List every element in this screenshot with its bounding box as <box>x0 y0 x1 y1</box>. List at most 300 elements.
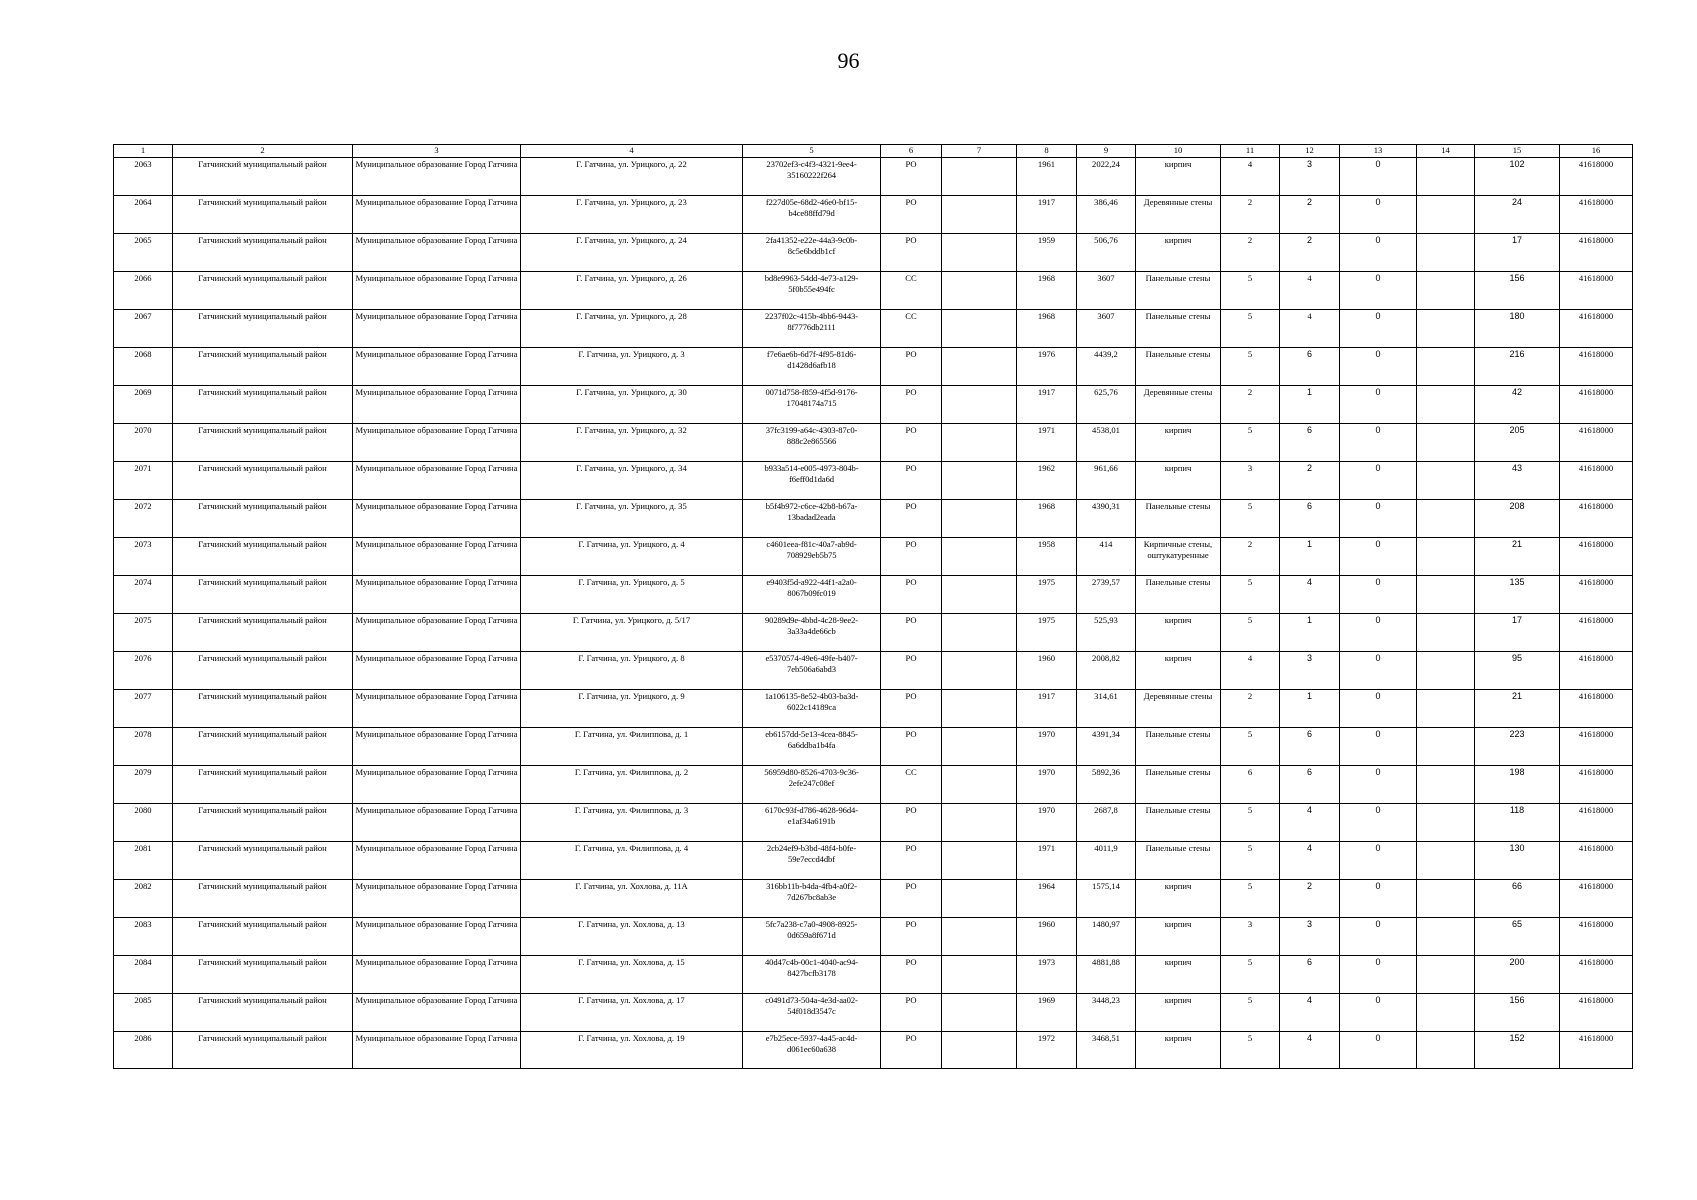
zero-count-cell: 0 <box>1340 272 1417 310</box>
address-cell: Г. Гатчина, ул. Хохлова, д. 11А <box>521 880 743 918</box>
building-uuid-cell: f7e6ae6b-6d7f-4f95-81d6-d1428d6afb18 <box>743 348 881 386</box>
empty-cell <box>1417 348 1475 386</box>
oktmo-code-cell: 41618000 <box>1560 956 1633 994</box>
residents-cell: 24 <box>1475 196 1560 234</box>
column-header: 14 <box>1417 145 1475 158</box>
record-number: 2079 <box>114 766 173 804</box>
address-cell: Г. Гатчина, ул. Хохлова, д. 17 <box>521 994 743 1032</box>
table-row <box>114 728 1633 766</box>
residents-cell: 156 <box>1475 994 1560 1032</box>
building-uuid-cell: 2cb24ef9-b3bd-48f4-b0fe-59e7eccd4dbf <box>743 842 881 880</box>
address-cell: Г. Гатчина, ул. Урицкого, д. 22 <box>521 158 743 196</box>
year-built-cell: 1976 <box>1017 348 1077 386</box>
floors-cell: 4 <box>1221 652 1280 690</box>
district-cell: Гатчинский муниципальный район <box>173 538 353 576</box>
table-row <box>114 196 1633 234</box>
program-code-cell: РО <box>881 386 942 424</box>
program-code-cell: СС <box>881 272 942 310</box>
district-cell: Гатчинский муниципальный район <box>173 158 353 196</box>
oktmo-code-cell: 41618000 <box>1560 804 1633 842</box>
area-cell: 4011,9 <box>1077 842 1136 880</box>
floors-cell: 5 <box>1221 348 1280 386</box>
table-body <box>114 158 1633 1069</box>
building-uuid-cell: 6170c93f-d786-4628-96d4-e1af34a6191b <box>743 804 881 842</box>
year-built-cell: 1973 <box>1017 956 1077 994</box>
entrances-cell: 3 <box>1280 918 1340 956</box>
oktmo-code-cell: 41618000 <box>1560 310 1633 348</box>
area-cell: 3607 <box>1077 272 1136 310</box>
floors-cell: 5 <box>1221 614 1280 652</box>
area-cell: 4538,01 <box>1077 424 1136 462</box>
empty-cell <box>1417 918 1475 956</box>
area-cell: 2008,82 <box>1077 652 1136 690</box>
floors-cell: 2 <box>1221 690 1280 728</box>
column-header: 12 <box>1280 145 1340 158</box>
year-built-cell: 1917 <box>1017 690 1077 728</box>
area-cell: 2022,24 <box>1077 158 1136 196</box>
year-built-cell: 1975 <box>1017 576 1077 614</box>
program-code-cell: РО <box>881 576 942 614</box>
residents-cell: 200 <box>1475 956 1560 994</box>
floors-cell: 5 <box>1221 956 1280 994</box>
district-cell: Гатчинский муниципальный район <box>173 690 353 728</box>
table-row <box>114 1032 1633 1069</box>
oktmo-code-cell: 41618000 <box>1560 538 1633 576</box>
address-cell: Г. Гатчина, ул. Урицкого, д. 23 <box>521 196 743 234</box>
zero-count-cell: 0 <box>1340 538 1417 576</box>
table-row <box>114 386 1633 424</box>
floors-cell: 5 <box>1221 576 1280 614</box>
residents-cell: 95 <box>1475 652 1560 690</box>
zero-count-cell: 0 <box>1340 690 1417 728</box>
year-built-cell: 1958 <box>1017 538 1077 576</box>
table-header <box>114 145 1633 158</box>
program-code-cell: РО <box>881 500 942 538</box>
year-built-cell: 1962 <box>1017 462 1077 500</box>
building-uuid-cell: b933a514-e005-4973-804b-f6eff0d1da6d <box>743 462 881 500</box>
empty-cell <box>942 424 1017 462</box>
table-row <box>114 462 1633 500</box>
oktmo-code-cell: 41618000 <box>1560 500 1633 538</box>
table-row <box>114 804 1633 842</box>
area-cell: 386,46 <box>1077 196 1136 234</box>
zero-count-cell: 0 <box>1340 500 1417 538</box>
zero-count-cell: 0 <box>1340 158 1417 196</box>
entrances-cell: 1 <box>1280 538 1340 576</box>
year-built-cell: 1968 <box>1017 272 1077 310</box>
column-header: 11 <box>1221 145 1280 158</box>
floors-cell: 5 <box>1221 500 1280 538</box>
empty-cell <box>942 310 1017 348</box>
wall-material-cell: Панельные стены <box>1136 348 1221 386</box>
residents-cell: 152 <box>1475 1032 1560 1069</box>
program-code-cell: СС <box>881 766 942 804</box>
oktmo-code-cell: 41618000 <box>1560 576 1633 614</box>
residents-cell: 130 <box>1475 842 1560 880</box>
oktmo-code-cell: 41618000 <box>1560 880 1633 918</box>
zero-count-cell: 0 <box>1340 804 1417 842</box>
building-uuid-cell: 56959d80-8526-4703-9c36-2efe247c08ef <box>743 766 881 804</box>
oktmo-code-cell: 41618000 <box>1560 272 1633 310</box>
municipality-cell: Муниципальное образование Город Гатчина <box>353 348 521 386</box>
table-row <box>114 956 1633 994</box>
record-number: 2071 <box>114 462 173 500</box>
program-code-cell: РО <box>881 462 942 500</box>
building-uuid-cell: 1a106135-8e52-4b03-ba3d-6022c14189ca <box>743 690 881 728</box>
residents-cell: 17 <box>1475 614 1560 652</box>
entrances-cell: 1 <box>1280 614 1340 652</box>
floors-cell: 3 <box>1221 462 1280 500</box>
column-header: 10 <box>1136 145 1221 158</box>
entrances-cell: 2 <box>1280 196 1340 234</box>
empty-cell <box>1417 386 1475 424</box>
oktmo-code-cell: 41618000 <box>1560 728 1633 766</box>
program-code-cell: РО <box>881 842 942 880</box>
district-cell: Гатчинский муниципальный район <box>173 918 353 956</box>
area-cell: 1575,14 <box>1077 880 1136 918</box>
zero-count-cell: 0 <box>1340 196 1417 234</box>
year-built-cell: 1968 <box>1017 500 1077 538</box>
entrances-cell: 3 <box>1280 158 1340 196</box>
year-built-cell: 1968 <box>1017 310 1077 348</box>
empty-cell <box>1417 310 1475 348</box>
floors-cell: 6 <box>1221 766 1280 804</box>
column-header: 9 <box>1077 145 1136 158</box>
residents-cell: 42 <box>1475 386 1560 424</box>
building-uuid-cell: 316bb11b-b4da-4fb4-a0f2-7d267bc8ab3e <box>743 880 881 918</box>
entrances-cell: 6 <box>1280 956 1340 994</box>
area-cell: 4439,2 <box>1077 348 1136 386</box>
residents-cell: 118 <box>1475 804 1560 842</box>
wall-material-cell: Деревянные стены <box>1136 196 1221 234</box>
residents-cell: 135 <box>1475 576 1560 614</box>
oktmo-code-cell: 41618000 <box>1560 652 1633 690</box>
building-uuid-cell: b5f4b972-c6ce-42b8-b67a-13badad2eada <box>743 500 881 538</box>
municipality-cell: Муниципальное образование Город Гатчина <box>353 272 521 310</box>
district-cell: Гатчинский муниципальный район <box>173 424 353 462</box>
record-number: 2067 <box>114 310 173 348</box>
building-uuid-cell: 0071d758-f859-4f5d-9176-17048174a715 <box>743 386 881 424</box>
address-cell: Г. Гатчина, ул. Урицкого, д. 28 <box>521 310 743 348</box>
wall-material-cell: Панельные стены <box>1136 766 1221 804</box>
table-row <box>114 500 1633 538</box>
district-cell: Гатчинский муниципальный район <box>173 500 353 538</box>
empty-cell <box>1417 234 1475 272</box>
wall-material-cell: кирпич <box>1136 158 1221 196</box>
address-cell: Г. Гатчина, ул. Урицкого, д. 26 <box>521 272 743 310</box>
entrances-cell: 6 <box>1280 424 1340 462</box>
column-number-row <box>114 145 1633 158</box>
building-uuid-cell: f227d05e-68d2-46e0-bf15-b4ce88ffd79d <box>743 196 881 234</box>
table-row <box>114 538 1633 576</box>
program-code-cell: РО <box>881 956 942 994</box>
table-row <box>114 348 1633 386</box>
area-cell: 5892,36 <box>1077 766 1136 804</box>
address-cell: Г. Гатчина, ул. Хохлова, д. 15 <box>521 956 743 994</box>
year-built-cell: 1917 <box>1017 386 1077 424</box>
record-number: 2083 <box>114 918 173 956</box>
year-built-cell: 1972 <box>1017 1032 1077 1069</box>
wall-material-cell: кирпич <box>1136 652 1221 690</box>
program-code-cell: РО <box>881 424 942 462</box>
building-uuid-cell: c0491d73-504a-4e3d-aa02-54f018d3547c <box>743 994 881 1032</box>
district-cell: Гатчинский муниципальный район <box>173 728 353 766</box>
building-uuid-cell: e9403f5d-a922-44f1-a2a0-8067b09fc019 <box>743 576 881 614</box>
floors-cell: 5 <box>1221 880 1280 918</box>
program-code-cell: РО <box>881 158 942 196</box>
zero-count-cell: 0 <box>1340 842 1417 880</box>
year-built-cell: 1960 <box>1017 918 1077 956</box>
empty-cell <box>942 272 1017 310</box>
district-cell: Гатчинский муниципальный район <box>173 196 353 234</box>
wall-material-cell: Кирпичные стены, оштукатуренные <box>1136 538 1221 576</box>
empty-cell <box>942 842 1017 880</box>
residents-cell: 208 <box>1475 500 1560 538</box>
record-number: 2069 <box>114 386 173 424</box>
zero-count-cell: 0 <box>1340 424 1417 462</box>
empty-cell <box>1417 272 1475 310</box>
column-header: 13 <box>1340 145 1417 158</box>
municipality-cell: Муниципальное образование Город Гатчина <box>353 500 521 538</box>
record-number: 2077 <box>114 690 173 728</box>
empty-cell <box>1417 424 1475 462</box>
residents-cell: 66 <box>1475 880 1560 918</box>
floors-cell: 2 <box>1221 196 1280 234</box>
zero-count-cell: 0 <box>1340 994 1417 1032</box>
entrances-cell: 4 <box>1280 272 1340 310</box>
oktmo-code-cell: 41618000 <box>1560 994 1633 1032</box>
column-header: 8 <box>1017 145 1077 158</box>
building-uuid-cell: 23702ef3-c4f3-4321-9ee4-35160222f264 <box>743 158 881 196</box>
column-header: 2 <box>173 145 353 158</box>
year-built-cell: 1961 <box>1017 158 1077 196</box>
table-row <box>114 424 1633 462</box>
empty-cell <box>942 728 1017 766</box>
zero-count-cell: 0 <box>1340 956 1417 994</box>
entrances-cell: 4 <box>1280 842 1340 880</box>
municipality-cell: Муниципальное образование Город Гатчина <box>353 766 521 804</box>
program-code-cell: РО <box>881 1032 942 1069</box>
entrances-cell: 2 <box>1280 234 1340 272</box>
zero-count-cell: 0 <box>1340 348 1417 386</box>
oktmo-code-cell: 41618000 <box>1560 766 1633 804</box>
residents-cell: 65 <box>1475 918 1560 956</box>
empty-cell <box>942 158 1017 196</box>
empty-cell <box>942 196 1017 234</box>
empty-cell <box>1417 462 1475 500</box>
address-cell: Г. Гатчина, ул. Урицкого, д. 35 <box>521 500 743 538</box>
empty-cell <box>942 880 1017 918</box>
record-number: 2064 <box>114 196 173 234</box>
area-cell: 3448,23 <box>1077 994 1136 1032</box>
empty-cell <box>942 652 1017 690</box>
address-cell: Г. Гатчина, ул. Урицкого, д. 5/17 <box>521 614 743 652</box>
empty-cell <box>942 956 1017 994</box>
residents-cell: 21 <box>1475 538 1560 576</box>
empty-cell <box>942 386 1017 424</box>
empty-cell <box>942 234 1017 272</box>
zero-count-cell: 0 <box>1340 728 1417 766</box>
address-cell: Г. Гатчина, ул. Урицкого, д. 3 <box>521 348 743 386</box>
program-code-cell: РО <box>881 728 942 766</box>
floors-cell: 2 <box>1221 386 1280 424</box>
wall-material-cell: Панельные стены <box>1136 804 1221 842</box>
year-built-cell: 1969 <box>1017 994 1077 1032</box>
oktmo-code-cell: 41618000 <box>1560 462 1633 500</box>
floors-cell: 5 <box>1221 424 1280 462</box>
address-cell: Г. Гатчина, ул. Хохлова, д. 19 <box>521 1032 743 1069</box>
municipality-cell: Муниципальное образование Город Гатчина <box>353 880 521 918</box>
entrances-cell: 1 <box>1280 690 1340 728</box>
empty-cell <box>1417 614 1475 652</box>
wall-material-cell: Панельные стены <box>1136 728 1221 766</box>
wall-material-cell: Панельные стены <box>1136 272 1221 310</box>
record-number: 2080 <box>114 804 173 842</box>
empty-cell <box>942 804 1017 842</box>
table-row <box>114 880 1633 918</box>
area-cell: 3468,51 <box>1077 1032 1136 1069</box>
empty-cell <box>1417 500 1475 538</box>
year-built-cell: 1917 <box>1017 196 1077 234</box>
area-cell: 414 <box>1077 538 1136 576</box>
address-cell: Г. Гатчина, ул. Хохлова, д. 13 <box>521 918 743 956</box>
area-cell: 506,76 <box>1077 234 1136 272</box>
record-number: 2078 <box>114 728 173 766</box>
wall-material-cell: Деревянные стены <box>1136 690 1221 728</box>
year-built-cell: 1971 <box>1017 842 1077 880</box>
program-code-cell: РО <box>881 614 942 652</box>
municipality-cell: Муниципальное образование Город Гатчина <box>353 576 521 614</box>
empty-cell <box>1417 538 1475 576</box>
empty-cell <box>942 766 1017 804</box>
municipality-cell: Муниципальное образование Город Гатчина <box>353 158 521 196</box>
empty-cell <box>1417 1032 1475 1069</box>
entrances-cell: 1 <box>1280 386 1340 424</box>
municipality-cell: Муниципальное образование Город Гатчина <box>353 804 521 842</box>
building-uuid-cell: eb6157dd-5e13-4cea-8845-6a6ddba1b4fa <box>743 728 881 766</box>
table-row <box>114 766 1633 804</box>
zero-count-cell: 0 <box>1340 766 1417 804</box>
entrances-cell: 4 <box>1280 310 1340 348</box>
table-row <box>114 272 1633 310</box>
entrances-cell: 6 <box>1280 348 1340 386</box>
address-cell: Г. Гатчина, ул. Урицкого, д. 34 <box>521 462 743 500</box>
year-built-cell: 1960 <box>1017 652 1077 690</box>
address-cell: Г. Гатчина, ул. Урицкого, д. 4 <box>521 538 743 576</box>
district-cell: Гатчинский муниципальный район <box>173 462 353 500</box>
record-number: 2075 <box>114 614 173 652</box>
oktmo-code-cell: 41618000 <box>1560 348 1633 386</box>
zero-count-cell: 0 <box>1340 918 1417 956</box>
table-row <box>114 234 1633 272</box>
program-code-cell: РО <box>881 880 942 918</box>
address-cell: Г. Гатчина, ул. Филиппова, д. 1 <box>521 728 743 766</box>
empty-cell <box>942 994 1017 1032</box>
municipality-cell: Муниципальное образование Город Гатчина <box>353 956 521 994</box>
entrances-cell: 3 <box>1280 652 1340 690</box>
entrances-cell: 6 <box>1280 766 1340 804</box>
district-cell: Гатчинский муниципальный район <box>173 766 353 804</box>
address-cell: Г. Гатчина, ул. Урицкого, д. 32 <box>521 424 743 462</box>
empty-cell <box>942 690 1017 728</box>
table-row <box>114 614 1633 652</box>
zero-count-cell: 0 <box>1340 310 1417 348</box>
wall-material-cell: кирпич <box>1136 880 1221 918</box>
floors-cell: 5 <box>1221 1032 1280 1069</box>
record-number: 2068 <box>114 348 173 386</box>
address-cell: Г. Гатчина, ул. Филиппова, д. 3 <box>521 804 743 842</box>
record-number: 2084 <box>114 956 173 994</box>
page-number: 96 <box>837 48 860 73</box>
record-number: 2066 <box>114 272 173 310</box>
empty-cell <box>1417 196 1475 234</box>
record-number: 2076 <box>114 652 173 690</box>
record-number: 2082 <box>114 880 173 918</box>
address-cell: Г. Гатчина, ул. Филиппова, д. 2 <box>521 766 743 804</box>
residents-cell: 156 <box>1475 272 1560 310</box>
address-cell: Г. Гатчина, ул. Урицкого, д. 8 <box>521 652 743 690</box>
district-cell: Гатчинский муниципальный район <box>173 310 353 348</box>
municipality-cell: Муниципальное образование Город Гатчина <box>353 386 521 424</box>
program-code-cell: РО <box>881 538 942 576</box>
table-row <box>114 842 1633 880</box>
record-number: 2073 <box>114 538 173 576</box>
column-header: 1 <box>114 145 173 158</box>
municipality-cell: Муниципальное образование Город Гатчина <box>353 234 521 272</box>
residents-cell: 102 <box>1475 158 1560 196</box>
column-header: 4 <box>521 145 743 158</box>
wall-material-cell: кирпич <box>1136 462 1221 500</box>
empty-cell <box>1417 690 1475 728</box>
floors-cell: 5 <box>1221 728 1280 766</box>
floors-cell: 2 <box>1221 234 1280 272</box>
area-cell: 2739,57 <box>1077 576 1136 614</box>
district-cell: Гатчинский муниципальный район <box>173 956 353 994</box>
building-uuid-cell: e7b25ece-5937-4a45-ac4d-d061ec60a638 <box>743 1032 881 1069</box>
district-cell: Гатчинский муниципальный район <box>173 272 353 310</box>
address-cell: Г. Гатчина, ул. Урицкого, д. 24 <box>521 234 743 272</box>
residents-cell: 216 <box>1475 348 1560 386</box>
table-row <box>114 994 1633 1032</box>
building-uuid-cell: 90289d9e-4bbd-4c28-9ee2-3a33a4de66cb <box>743 614 881 652</box>
entrances-cell: 2 <box>1280 462 1340 500</box>
zero-count-cell: 0 <box>1340 614 1417 652</box>
year-built-cell: 1970 <box>1017 728 1077 766</box>
area-cell: 1480,97 <box>1077 918 1136 956</box>
empty-cell <box>942 1032 1017 1069</box>
entrances-cell: 6 <box>1280 500 1340 538</box>
column-header: 15 <box>1475 145 1560 158</box>
area-cell: 625,76 <box>1077 386 1136 424</box>
entrances-cell: 4 <box>1280 576 1340 614</box>
table-row <box>114 576 1633 614</box>
column-header: 7 <box>942 145 1017 158</box>
program-code-cell: РО <box>881 994 942 1032</box>
empty-cell <box>1417 766 1475 804</box>
wall-material-cell: кирпич <box>1136 614 1221 652</box>
year-built-cell: 1970 <box>1017 804 1077 842</box>
zero-count-cell: 0 <box>1340 576 1417 614</box>
building-uuid-cell: bd8e9963-54dd-4e73-a129-5f0b55e494fc <box>743 272 881 310</box>
municipality-cell: Муниципальное образование Город Гатчина <box>353 1032 521 1069</box>
address-cell: Г. Гатчина, ул. Урицкого, д. 9 <box>521 690 743 728</box>
municipality-cell: Муниципальное образование Город Гатчина <box>353 728 521 766</box>
empty-cell <box>942 918 1017 956</box>
table-row <box>114 690 1633 728</box>
district-cell: Гатчинский муниципальный район <box>173 576 353 614</box>
zero-count-cell: 0 <box>1340 462 1417 500</box>
record-number: 2070 <box>114 424 173 462</box>
